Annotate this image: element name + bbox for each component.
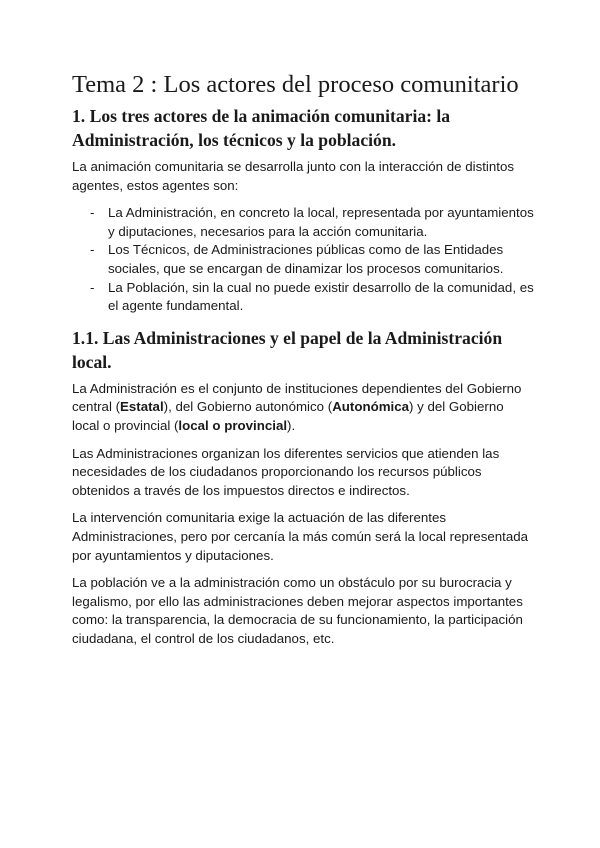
section-1-heading: 1. Los tres actores de la animación comunitaria: la Administración, los técnicos y la población.	[72, 106, 451, 150]
agents-list	[72, 204, 534, 316]
list-item	[72, 204, 534, 241]
bold-term-autonomica: Autonómica	[332, 399, 410, 415]
list-item-text: La Población, sin la cual no puede existir desarrollo de la comunidad, es el agente fundamental.	[108, 279, 534, 314]
list-item-text: Los Técnicos, de Administraciones públicas como de las Entidades sociales, que se encargan de dinamizar los procesos comunitarios.	[108, 242, 504, 276]
document-page	[72, 68, 534, 657]
dash-bullet-icon: -	[90, 242, 95, 258]
bold-term-local: local o provincial	[178, 417, 288, 433]
paragraph-servicios: Las Administraciones organizan los diferentes servicios que atienden las necesidades de los ciudadanos proporcionando los recursos públicos obtenidos a través de los impuestos directos e indirectos.	[72, 445, 500, 498]
list-item	[72, 279, 534, 316]
list-item-text: La Administración, en concreto la local, representada por ayuntamientos y diputaciones, necesarios para la acción comunitaria.	[108, 205, 534, 239]
text-run: ).	[287, 417, 296, 433]
dash-bullet-icon: -	[90, 205, 95, 221]
paragraph-administracion-definition	[72, 380, 534, 436]
text-run: La Administración es el conjunto de instituciones dependientes del Gobierno central (	[72, 380, 522, 415]
text-run: ) y del Gobierno local o provincial (	[72, 399, 504, 433]
list-item	[72, 241, 534, 278]
text-run: ), del Gobierno autonómico (	[163, 399, 333, 415]
document-title: Tema 2 : Los actores del proceso comunitario	[72, 71, 519, 98]
section-1-1-heading: 1.1. Las Administraciones y el papel de la Administración local.	[72, 327, 503, 372]
bold-term-estatal: Estatal	[120, 399, 164, 415]
paragraph-intervencion: La intervención comunitaria exige la actuación de las diferentes Administraciones, pero por cercanía la más común será la local representada por ayuntamientos y diputaciones.	[72, 510, 529, 563]
paragraph-poblacion: La población ve a la administración como un obstáculo por su burocracia y legalismo, por ello las administraciones deben mejorar aspectos importantes como: la transparencia, la democracia de su funcionamiento, la participación ciudadana, el control de los ciudadanos, etc.	[72, 575, 523, 646]
section-1-intro: La animación comunitaria se desarrolla junto con la interacción de distintos agentes, estos agentes son:	[72, 159, 514, 193]
dash-bullet-icon: -	[90, 279, 95, 295]
